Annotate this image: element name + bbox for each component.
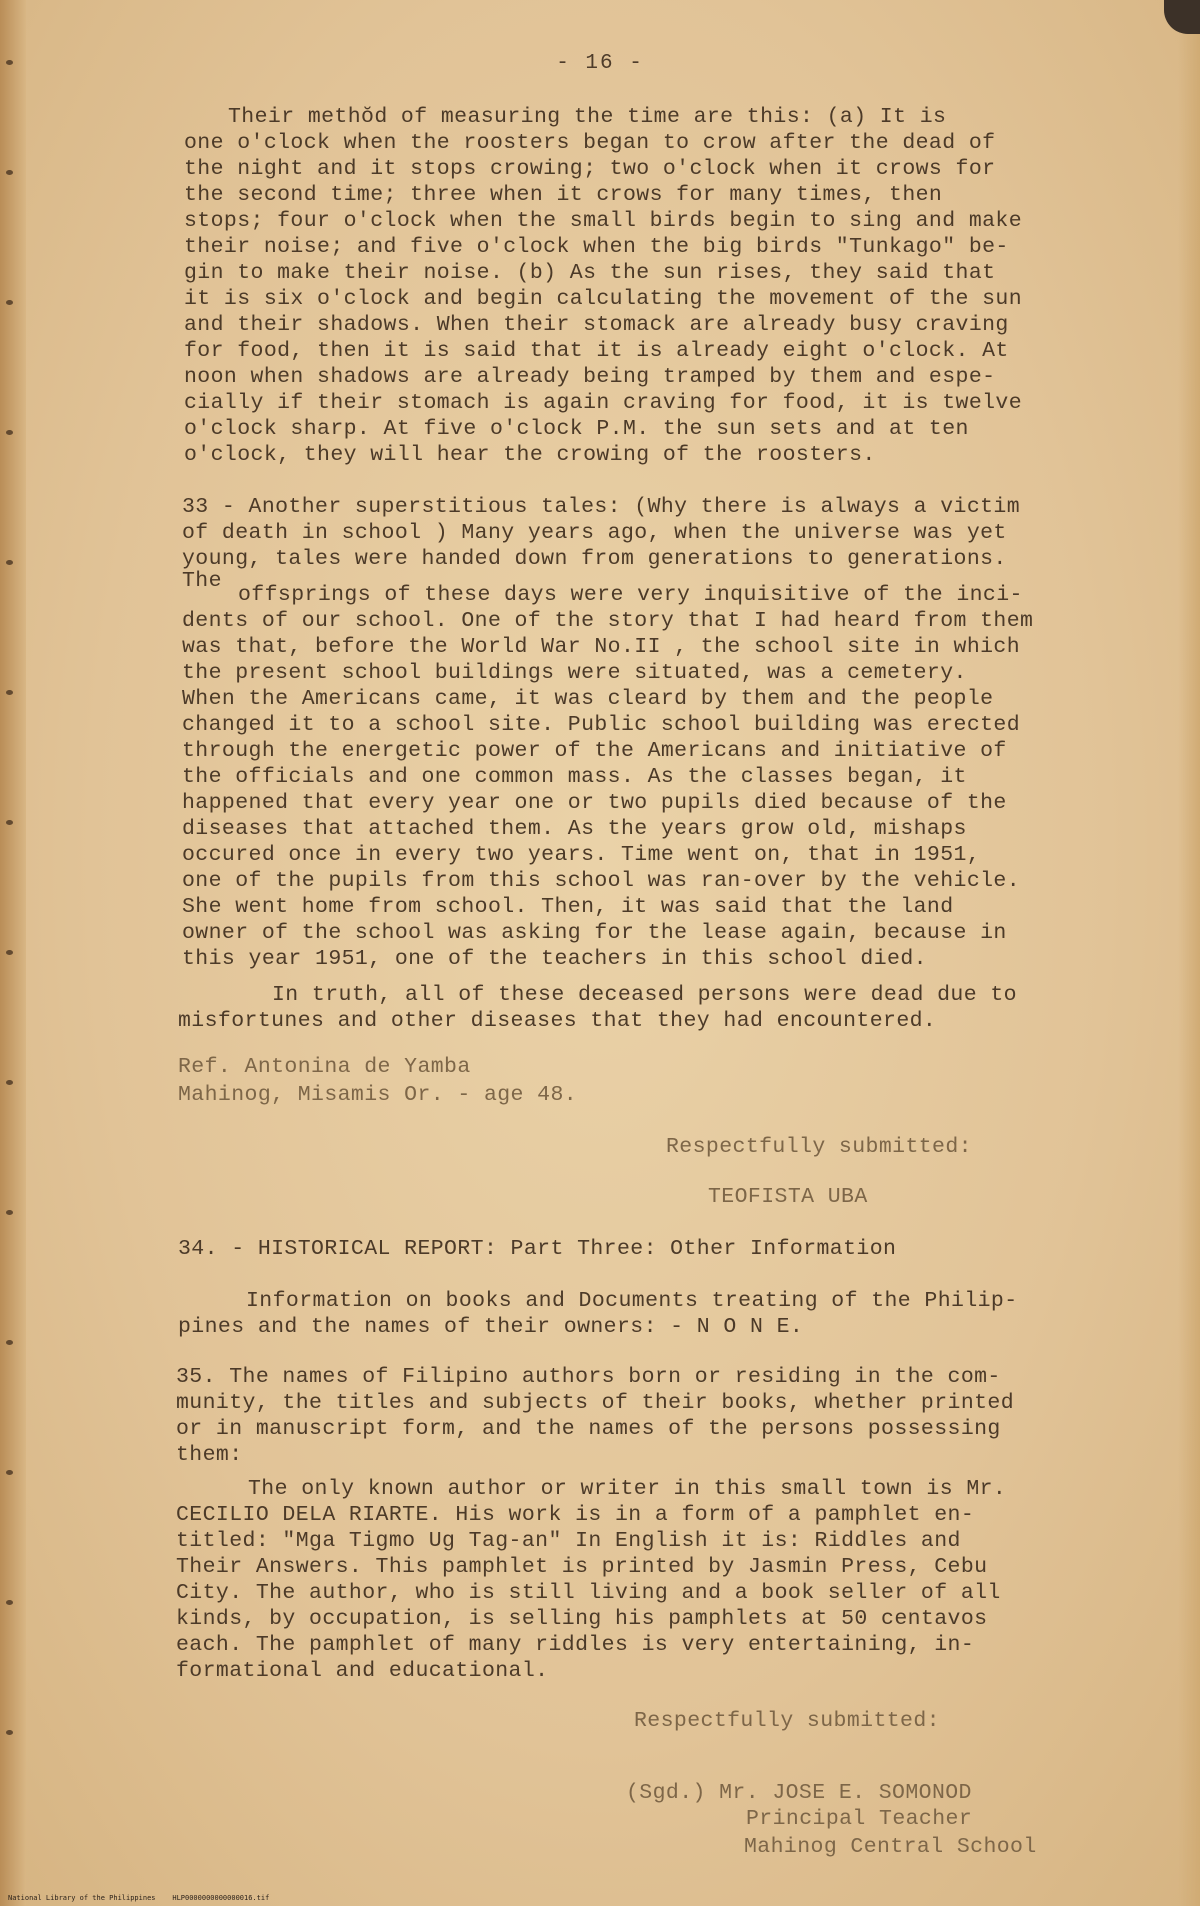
binding-hole: [6, 1210, 13, 1215]
text-line: diseases that attached them. As the years grow old, mishaps: [182, 817, 967, 841]
reference-line: Ref. Antonina de Yamba: [178, 1055, 471, 1079]
text-line: for food, then it is said that it is already eight o'clock. At: [184, 339, 1009, 363]
text-line: happened that every year one or two pupils died because of the: [182, 791, 1007, 815]
text-line: them:: [176, 1443, 243, 1467]
binding-hole: [6, 1470, 13, 1475]
text-line: In truth, all of these deceased persons were dead due to: [272, 983, 1017, 1007]
text-line: kinds, by occupation, is selling his pamphlets at 50 centavos: [176, 1607, 988, 1631]
text-line: formational and educational.: [176, 1659, 549, 1683]
text-line: cially if their stomach is again craving for food, it is twelve: [184, 391, 1023, 415]
text-line: 35. The names of Filipino authors born or residing in the com-: [176, 1365, 1001, 1389]
text-line: each. The pamphlet of many riddles is very entertaining, in-: [176, 1633, 975, 1657]
text-line: occured once in every two years. Time went on, that in 1951,: [182, 843, 981, 867]
text-line: their noise; and five o'clock when the big birds "Tunkago" be-: [184, 235, 1009, 259]
text-line: one o'clock when the roosters began to crow after the dead of: [184, 131, 996, 155]
text-line: the present school buildings were situated, was a cemetery.: [182, 661, 967, 685]
text-line: dents of our school. One of the story that I had heard from them: [182, 609, 1034, 633]
binding-hole: [6, 1340, 13, 1345]
text-line: She went home from school. Then, it was said that the land: [182, 895, 954, 919]
text-line: or in manuscript form, and the names of the persons possessing: [176, 1417, 1001, 1441]
respectfully-submitted-1: Respectfully submitted:: [666, 1135, 972, 1159]
signer-name-1: TEOFISTA UBA: [708, 1185, 868, 1209]
text-line: titled: "Mga Tigmo Ug Tag-an" In English it is: Riddles and: [176, 1529, 961, 1553]
section-34-heading: 34. - HISTORICAL REPORT: Part Three: Other Information: [178, 1237, 897, 1261]
text-line: noon when shadows are already being tramped by them and espe-: [184, 365, 996, 389]
text-line: changed it to a school site. Public school building was erected: [182, 713, 1021, 737]
text-line: Their Answers. This pamphlet is printed by Jasmin Press, Cebu: [176, 1555, 988, 1579]
text-line: Their methŏd of measuring the time are this: (a) It is: [228, 105, 947, 129]
archive-footer: National Library of the Philippines HLP0000000000000016.tif: [8, 1894, 270, 1902]
text-line: pines and the names of their owners: - N O N E.: [178, 1315, 804, 1339]
left-binding-edge: [0, 0, 26, 1906]
text-line: the night and it stops crowing; two o'clock when it crows for: [184, 157, 996, 181]
text-line: gin to make their noise. (b) As the sun rises, they said that: [184, 261, 996, 285]
text-line: 33 - Another superstitious tales: (Why there is always a victim: [182, 495, 1021, 519]
reference-line: Mahinog, Misamis Or. - age 48.: [178, 1083, 578, 1107]
text-line: the second time; three when it crows for many times, then: [184, 183, 943, 207]
binding-hole: [6, 950, 13, 955]
respectfully-submitted-2: Respectfully submitted:: [634, 1709, 940, 1733]
text-line: was that, before the World War No.II , the school site in which: [182, 635, 1021, 659]
binding-hole: [6, 560, 13, 565]
signature-name: (Sgd.) Mr. JOSE E. SOMONOD: [626, 1781, 972, 1805]
text-line: o'clock sharp. At five o'clock P.M. the sun sets and at ten: [184, 417, 969, 441]
text-line: The only known author or writer in this small town is Mr.: [248, 1477, 1007, 1501]
text-line: it is six o'clock and begin calculating the movement of the sun: [184, 287, 1023, 311]
binding-hole: [6, 430, 13, 435]
binding-hole: [6, 820, 13, 825]
text-line: of death in school ) Many years ago, when the universe was yet: [182, 521, 1007, 545]
text-line: young, tales were handed down from generations to generations.: [182, 547, 1007, 571]
text-line: o'clock, they will hear the crowing of the roosters.: [184, 443, 876, 467]
text-line: one of the pupils from this school was ran-over by the vehicle.: [182, 869, 1021, 893]
text-line: through the energetic power of the Americans and initiative of: [182, 739, 1007, 763]
text-line: misfortunes and other diseases that they had encountered.: [178, 1009, 937, 1033]
binding-hole: [6, 1730, 13, 1735]
binding-hole: [6, 1080, 13, 1085]
text-line: The: [182, 569, 222, 593]
text-line: this year 1951, one of the teachers in this school died.: [182, 947, 927, 971]
text-line: munity, the titles and subjects of their books, whether printed: [176, 1391, 1015, 1415]
signature-school: Mahinog Central School: [744, 1835, 1037, 1859]
binding-hole: [6, 170, 13, 175]
text-line: and their shadows. When their stomack are already busy craving: [184, 313, 1009, 337]
text-line: Information on books and Documents treating of the Philip-: [246, 1289, 1018, 1313]
text-line: City. The author, who is still living and a book seller of all: [176, 1581, 1001, 1605]
text-line: the officials and one common mass. As the classes began, it: [182, 765, 967, 789]
text-line: offsprings of these days were very inquisitive of the inci-: [238, 583, 1023, 607]
signature-title: Principal Teacher: [746, 1807, 973, 1831]
page-number: - 16 -: [556, 52, 644, 75]
text-line: stops; four o'clock when the small birds begin to sing and make: [184, 209, 1023, 233]
text-line: CECILIO DELA RIARTE. His work is in a form of a pamphlet en-: [176, 1503, 975, 1527]
binding-hole: [6, 1600, 13, 1605]
right-page-edge: [1178, 0, 1200, 1906]
binding-hole: [6, 300, 13, 305]
binding-hole: [6, 690, 13, 695]
text-line: owner of the school was asking for the lease again, because in: [182, 921, 1007, 945]
text-line: When the Americans came, it was cleard by them and the people: [182, 687, 994, 711]
